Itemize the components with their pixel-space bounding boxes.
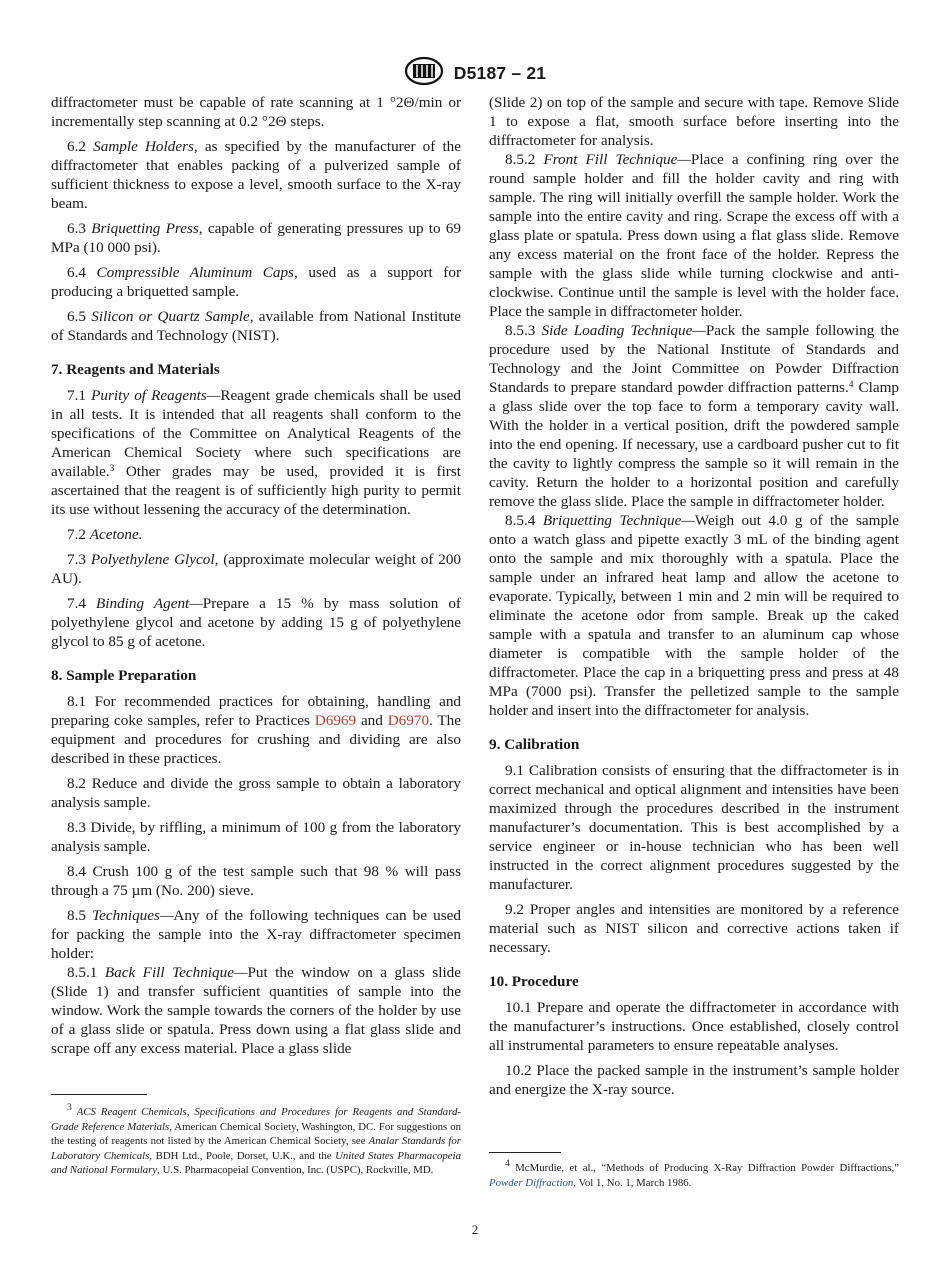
- section-heading-7: 7. Reagents and Materials: [51, 361, 220, 378]
- footnote-rule-right: [489, 1152, 561, 1153]
- link-powder-diffraction[interactable]: Powder Diffraction: [489, 1176, 574, 1189]
- astm-logo-icon: [404, 56, 444, 91]
- paragraph-8-4: 8.4 Crush 100 g of the test sample such that 98 % will pass through a 75 µm (No. 200) sieve.: [51, 863, 461, 899]
- footnote-ref-3[interactable]: 3: [109, 464, 115, 474]
- footnote-ref-4[interactable]: 4: [848, 380, 854, 390]
- paragraph-8-5-1: 8.5.1 Back Fill Technique—Put the window on a glass slide (Slide 1) and transfer sufficient quantities of sample into the window. Work the sample towards the corners of the holder by use of a glass slide or spatula. Press down using a flat glass slide and scrape off any excess material. Place a glass slide: [51, 964, 461, 1057]
- paragraph-8-5-3: 8.5.3 Side Loading Technique—Pack the sample following the procedure used by the National Institute of Standards and Technology and the Joint Committee on Powder Diffraction Standards to prepare standard powder diffraction patterns.$^4$ Clamp a glass slide over the top face to form a temporary cavity wall. With the holder in a vertical position, drift the powdered sample into the end opening. If necessary, use a cardboard pusher cut to fit the cavity to lightly compress the sample so it will remain in the cavity. Return the holder to a horizontal position and carefully remove the glass slide. Place the sample in diffractometer holder.: [489, 322, 900, 510]
- paragraph-7-3: 7.3 Polyethylene Glycol, (approximate molecular weight of 200 AU).: [51, 551, 462, 587]
- paragraph-8-5-4: 8.5.4 Briquetting Technique—Weigh out 4.0 g of the sample onto a watch glass and pipette exactly 3 mL of the binding agent onto the sample and mix thoroughly with a spatula. Place the sample under an infrared heat lamp and allow the acetone to evaporate. Typically, between 1 min and 2 min will be required to eliminate the acetone odor from sample. Break up the caked sample with a spatula and transfer to an aluminum cap whose diameter is compatible with the sample holder of the diffractometer. Place the cap in a briquetting press and press at 48 MPa (7000 psi). Transfer the pelletized sample to the sample holder and insert into the diffractometer for analysis.: [489, 512, 900, 719]
- paragraph-6-5: 6.5 Silicon or Quartz Sample, available from National Institute of Standards and Technology (NIST).: [51, 308, 462, 344]
- link-d6970[interactable]: D6970: [387, 712, 430, 729]
- document-designation: D5187 – 21: [453, 63, 547, 83]
- paragraph-6-1-continued: diffractometer must be capable of rate scanning at 1 °2Θ/min or incrementally step scanning at 0.2 °2Θ steps.: [51, 94, 461, 130]
- footnote-rule-left: [51, 1094, 147, 1095]
- footnote-4: $^4$ McMurdie, et al., “Methods of Producing X-Ray Diffraction Powder Diffractions,” Powder Diffraction, Vol 1, No. 1, March 1986.: [489, 1159, 899, 1189]
- paragraph-8-5-2: 8.5.2 Front Fill Technique—Place a confining ring over the round sample holder and fill the holder cavity and ring with sample. The ring will initially overfill the sample holder. Work the sample into the entire cavity and ring. Scrape the excess off with a glass plate or spatula. Press down using a flat glass slide. Remove any excess material on the front face of the holder. Repress the sample with the glass slide while turning clockwise and anti-clockwise. Continue until the sample is level with the holder face. Place the sample in diffractometer holder.: [489, 151, 900, 320]
- paragraph-6-2: 6.2 Sample Holders, as specified by the manufacturer of the diffractometer that enables packing of a pulverized sample of sufficient thickness to expose a level, smooth surface to the X-ray beam.: [51, 138, 462, 212]
- paragraph-8-5-1-continued: (Slide 2) on top of the sample and secure with tape. Remove Slide 1 to expose a flat, smooth surface before inserting into the diffractometer for analysis.: [489, 94, 899, 149]
- paragraph-10-2: 10.2 Place the packed sample in the instrument’s sample holder and energize the X-ray source.: [489, 1062, 900, 1098]
- section-heading-8: 8. Sample Preparation: [51, 667, 197, 684]
- paragraph-7-1: 7.1 Purity of Reagents—Reagent grade chemicals shall be used in all tests. It is intended that all reagents shall conform to the specifications of the Committee on Analytical Reagents of the American Chemical Society where such specifications are available.$^3$ Other grades may be used, provided it is first ascertained that the reagent is of sufficiently high purity to permit its use without lessening the accuracy of the determination.: [51, 387, 461, 518]
- right-column: [489, 93, 899, 1105]
- paragraph-6-4: 6.4 Compressible Aluminum Caps, used as a support for producing a briquetted sample.: [51, 264, 462, 300]
- paragraph-9-1: 9.1 Calibration consists of ensuring that the diffractometer is in correct mechanical and optical alignment and intensities have been maximized through the procedures described in the instrument manufacturer’s documentation. This is best accomplished by a service engineer or in-house technician who has been well instructed in the correct alignment procedures suggested by the manufacturer.: [489, 762, 900, 893]
- paragraph-8-3: 8.3 Divide, by riffling, a minimum of 100 g from the laboratory analysis sample.: [51, 819, 462, 855]
- paragraph-10-1: 10.1 Prepare and operate the diffractometer in accordance with the manufacturer’s instructions. Once established, closely control all instrumental parameters to ensure repeatable analyses.: [489, 999, 899, 1054]
- paragraph-6-3: 6.3 Briquetting Press, capable of generating pressures up to 69 MPa (10 000 psi).: [51, 220, 462, 256]
- paragraph-8-2: 8.2 Reduce and divide the gross sample to obtain a laboratory analysis sample.: [51, 775, 461, 811]
- paragraph-7-4: 7.4 Binding Agent—Prepare a 15 % by mass solution of polyethylene glycol and acetone by adding 15 g of polyethylene glycol to 85 g of acetone.: [51, 595, 461, 650]
- paragraph-7-2: 7.2 Acetone.: [67, 526, 143, 543]
- paragraph-8-1: 8.1 For recommended practices for obtaining, handling and preparing coke samples, refer to Practices D6969 and D6970. The equipment and procedures for crushing and dividing are also described in these practices.: [51, 693, 462, 767]
- section-heading-10: 10. Procedure: [489, 973, 579, 990]
- page-header: [0, 56, 950, 91]
- link-d6969[interactable]: D6969: [314, 712, 357, 729]
- left-column: [51, 93, 461, 1058]
- page-number: 2: [471, 1222, 479, 1237]
- section-heading-9: 9. Calibration: [489, 736, 580, 753]
- paragraph-9-2: 9.2 Proper angles and intensities are monitored by a reference material such as NIST silicon and corrective actions taken if necessary.: [489, 901, 900, 956]
- paragraph-8-5: 8.5 Techniques—Any of the following techniques can be used for packing the sample into the X-ray diffractometer specimen holder:: [51, 907, 461, 962]
- footnote-3: $^3$ ACS Reagent Chemicals, Specifications and Procedures for Reagents and Standard-Grade Reference Materials, American Chemical Society, Washington, DC. For suggestions on the testing of reagents not listed by the American Chemical Society, see Analar Standards for Laboratory Chemicals, BDH Ltd., Poole, Dorset, U.K., and the United States Pharmacopeia and National Formulary, U.S. Pharmacopeial Convention, Inc. (USPC), Rockville, MD.: [51, 1103, 462, 1176]
